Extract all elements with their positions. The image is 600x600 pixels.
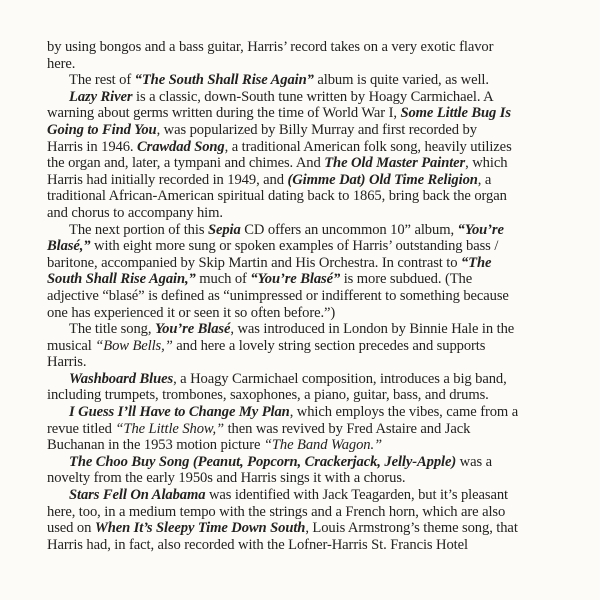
text-line bbox=[47, 305, 561, 322]
text-line bbox=[47, 321, 561, 338]
body-text: Harris had, in fact, also recorded with the Lofner-Harris St. Francis Hotel bbox=[47, 536, 468, 553]
title-text: South Shall Rise Again,” bbox=[47, 271, 196, 288]
text-line bbox=[47, 222, 561, 239]
body-text: by using bongos and a bass guitar, Harris’ record takes on a very exotic flavor bbox=[47, 39, 494, 55]
text-line bbox=[47, 454, 561, 471]
body-text: album is quite varied, as well. bbox=[313, 72, 489, 89]
body-text: CD offers an uncommon 10” album, bbox=[240, 221, 458, 238]
title-text: Washboard Blues bbox=[69, 370, 174, 387]
text-line bbox=[47, 470, 561, 487]
title-text: “The South Shall Rise Again” bbox=[134, 72, 314, 89]
title-text: I Guess I’ll Have to Change My Plan bbox=[69, 404, 290, 421]
body-text: revue titled bbox=[47, 420, 116, 437]
body-text: , was introduced in London by Binnie Hale in the bbox=[230, 321, 515, 338]
body-text: , a Hoagy Carmichael composition, introduces a big band, bbox=[173, 370, 507, 387]
body-text: Harris. bbox=[47, 354, 87, 371]
title-text: Going to Find You bbox=[47, 121, 157, 138]
body-text: , which employs the vibes, came from a bbox=[289, 404, 519, 421]
body-text: and here a lovely string section precedes and supports bbox=[172, 337, 486, 354]
title-text: (Gimme Dat) Old Time Religion bbox=[287, 171, 478, 188]
body-text: with eight more sung or spoken examples of Harris’ outstanding bass / bbox=[90, 238, 499, 255]
text-line bbox=[47, 271, 561, 288]
text-line bbox=[47, 404, 561, 421]
title-text: The Choo Buy Song (Peanut, Popcorn, Crackerjack, Jelly-Apple) bbox=[69, 453, 457, 470]
body-text: Buchanan in the 1953 motion picture bbox=[47, 437, 264, 454]
text-line bbox=[47, 139, 561, 156]
title-text: “You’re bbox=[457, 221, 504, 238]
text-line bbox=[47, 56, 561, 73]
text-line bbox=[47, 288, 561, 305]
title-text: The Old Master Painter bbox=[324, 155, 466, 172]
body-text: warning about germs written during the time of World War I, bbox=[47, 105, 401, 122]
body-text: and chorus to accompany him. bbox=[47, 204, 223, 221]
body-text: used on bbox=[47, 520, 95, 537]
body-text: was a bbox=[456, 453, 492, 470]
text-line bbox=[47, 72, 561, 89]
body-text: The title song, bbox=[69, 321, 155, 338]
text-line bbox=[47, 155, 561, 172]
body-text: is a classic, down-South tune written by Hoagy Carmichael. A bbox=[132, 88, 494, 105]
body-text: , which bbox=[465, 155, 508, 172]
text-line bbox=[47, 39, 561, 56]
body-text: , a bbox=[477, 171, 492, 188]
italic-text: “Bow Bells,” bbox=[95, 337, 173, 354]
text-line bbox=[47, 338, 561, 355]
text-block bbox=[47, 39, 561, 553]
title-text: “You’re Blasé” bbox=[250, 271, 341, 288]
text-line bbox=[47, 437, 561, 454]
body-text: The next portion of this bbox=[69, 221, 208, 238]
text-line bbox=[47, 188, 561, 205]
body-text: Harris had initially recorded in 1949, and bbox=[47, 171, 288, 188]
text-line bbox=[47, 172, 561, 189]
body-text: much of bbox=[195, 271, 251, 288]
text-line bbox=[47, 105, 561, 122]
text-line bbox=[47, 205, 561, 222]
text-line bbox=[47, 504, 561, 521]
title-text: Lazy River bbox=[69, 88, 133, 105]
body-text: including trumpets, trombones, saxophones, a piano, guitar, bass, and drums. bbox=[47, 387, 489, 404]
body-text: one has experienced it or seen it so often before.”) bbox=[47, 304, 336, 321]
title-text: Sepia bbox=[207, 221, 241, 238]
text-line bbox=[47, 255, 561, 272]
text-line bbox=[47, 387, 561, 404]
body-text: Harris in 1946. bbox=[47, 138, 138, 155]
italic-text: “The Band Wagon.” bbox=[263, 437, 383, 454]
title-text: “The bbox=[460, 254, 492, 271]
text-line bbox=[47, 537, 561, 554]
title-text: Crawdad Song bbox=[137, 138, 225, 155]
body-text: musical bbox=[47, 337, 96, 354]
text-line bbox=[47, 89, 561, 106]
body-text: baritone, accompanied by Skip Martin and His Orchestra. In contrast to bbox=[47, 254, 461, 271]
title-text: Some Little Bug Is bbox=[400, 105, 511, 122]
text-line bbox=[47, 487, 561, 504]
body-text: , Louis Armstrong’s theme song, that bbox=[305, 520, 518, 537]
title-text: When It’s Sleepy Time Down South bbox=[94, 520, 306, 537]
body-text: here. bbox=[47, 55, 76, 72]
text-line bbox=[47, 520, 561, 537]
body-text: , a traditional American folk song, heavily utilizes bbox=[224, 138, 512, 155]
italic-text: “The Little Show,” bbox=[115, 420, 225, 437]
body-text: traditional African-American spiritual dating back to 1865, bring back the organ bbox=[47, 188, 507, 205]
title-text: Blasé,” bbox=[47, 238, 91, 255]
body-text: novelty from the early 1950s and Harris sings it with a chorus. bbox=[47, 470, 406, 487]
title-text: Stars Fell On Alabama bbox=[69, 487, 206, 504]
body-text: is more subdued. (The bbox=[340, 271, 473, 288]
body-text: the organ and, later, a tympani and chimes. And bbox=[47, 155, 325, 172]
text-line bbox=[47, 122, 561, 139]
text-line bbox=[47, 238, 561, 255]
body-text: was identified with Jack Teagarden, but it’s pleasant bbox=[205, 487, 508, 504]
body-text: here, too, in a medium tempo with the strings and a French horn, which are also bbox=[47, 503, 506, 520]
body-text: then was revived by Fred Astaire and Jack bbox=[224, 420, 471, 437]
title-text: You’re Blasé bbox=[154, 321, 231, 338]
body-text: , was popularized by Billy Murray and first recorded by bbox=[156, 121, 477, 138]
text-line bbox=[47, 421, 561, 438]
body-text: The rest of bbox=[69, 72, 135, 89]
text-line bbox=[47, 354, 561, 371]
body-text: adjective “blasé” is defined as “unimpressed or indifferent to something because bbox=[47, 287, 509, 304]
text-line bbox=[47, 371, 561, 388]
